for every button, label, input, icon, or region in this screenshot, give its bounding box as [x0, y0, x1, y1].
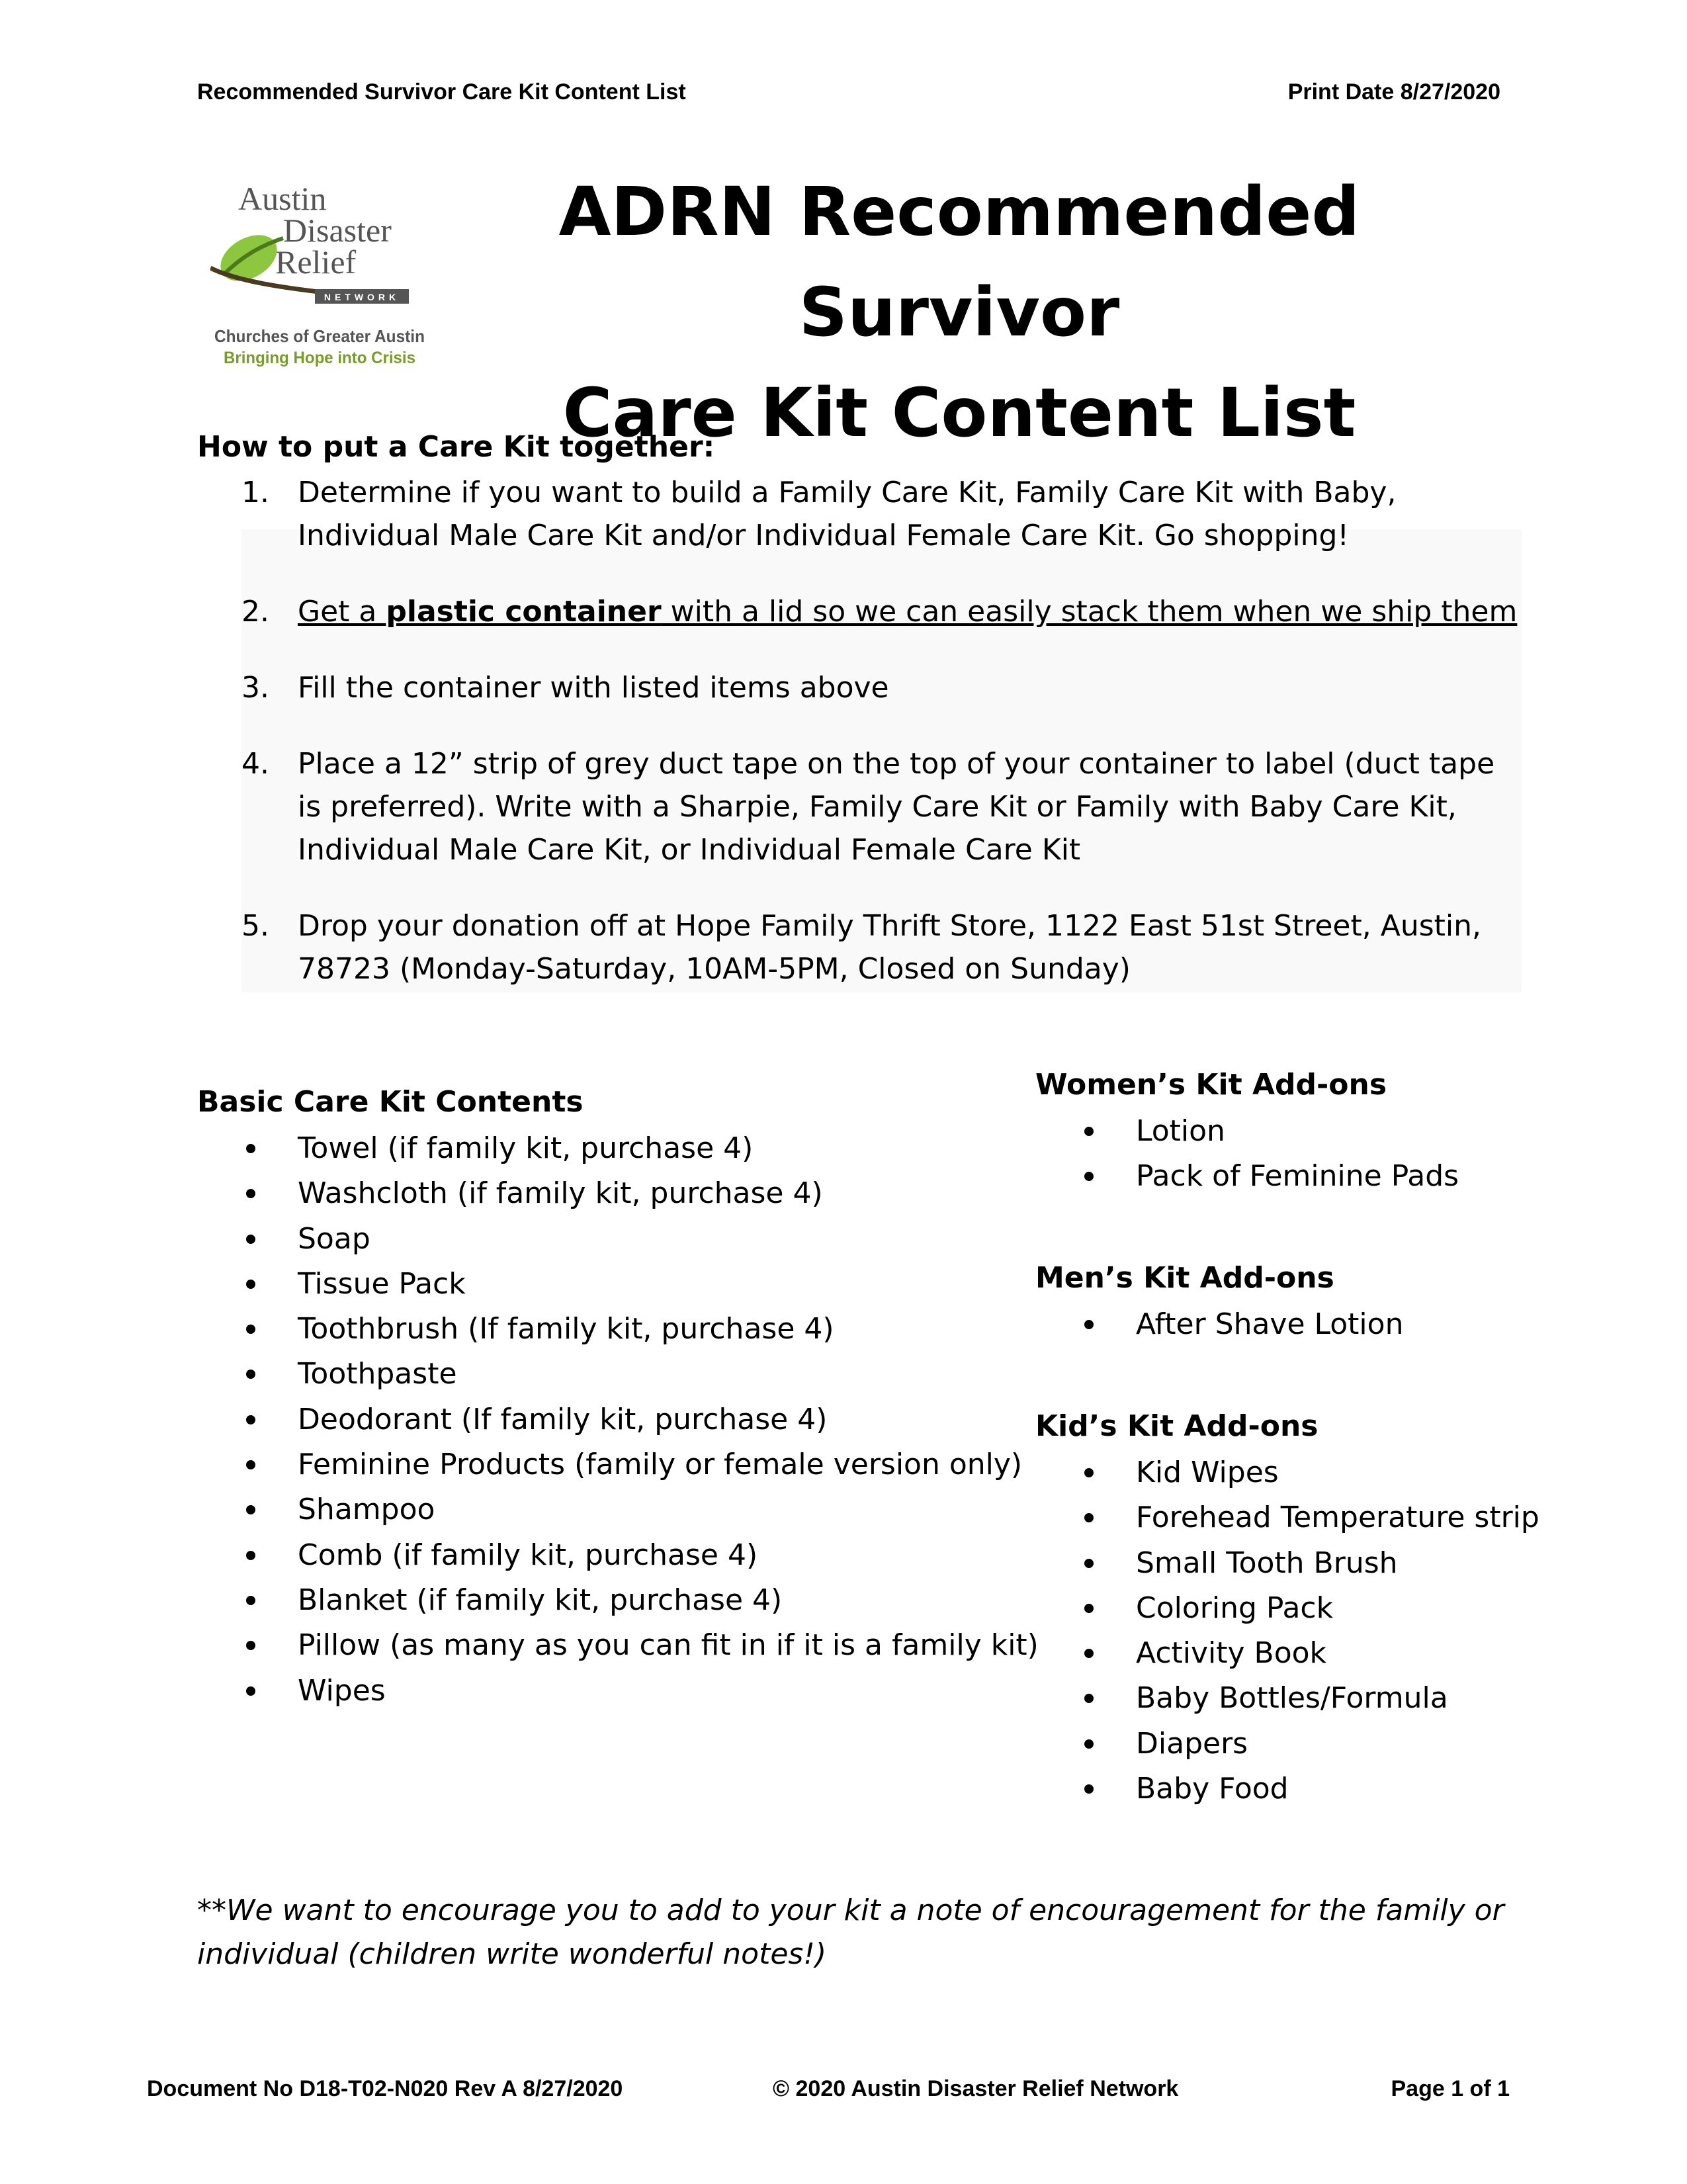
bullet-icon	[246, 1144, 255, 1153]
list-item	[1080, 1450, 1539, 1495]
page-title	[450, 162, 1469, 464]
bullet-icon	[1084, 1694, 1094, 1703]
list-item-text: Washcloth (if family kit, purchase 4)	[298, 1176, 823, 1211]
list-item	[1080, 1676, 1539, 1721]
list-item-text: Comb (if family kit, purchase 4)	[298, 1538, 758, 1572]
step-number: 1.	[241, 476, 269, 509]
header-print-date: Print Date 8/27/2020	[1287, 79, 1500, 105]
list-item-text: Shampoo	[298, 1493, 435, 1527]
list-item	[241, 1487, 1039, 1532]
step-text: Determine if you want to build a Family Care Kit, Family Care Kit with Baby, Individual Male Care Kit and/or Individual Female Care Kit. Go shopping!	[298, 476, 1397, 552]
list-item-text: Forehead Temperature strip	[1136, 1501, 1539, 1535]
footer-copyright: © 2020 Austin Disaster Relief Network	[773, 2076, 1179, 2101]
bullet-icon	[246, 1415, 255, 1424]
howto-step	[241, 590, 1522, 633]
list-item	[241, 1262, 1039, 1307]
bullet-icon	[1084, 1513, 1094, 1522]
bullet-icon	[246, 1641, 255, 1650]
list-item	[1080, 1722, 1539, 1767]
list-item	[1080, 1154, 1459, 1199]
list-item	[241, 1126, 1039, 1171]
list-item	[241, 1217, 1039, 1262]
list-item-text: Pillow (as many as you can fit in if it is a family kit)	[298, 1628, 1039, 1663]
bullet-icon	[246, 1235, 255, 1244]
step-text: Fill the container with listed items above	[298, 671, 889, 705]
bullet-icon	[1084, 1604, 1094, 1613]
list-item-text: Small Tooth Brush	[1136, 1546, 1398, 1580]
step-text: Drop your donation off at Hope Family Thrift Store, 1122 East 51st Street, Austin, 78723 (Monday-Saturday, 10AM-5PM, Closed on Sunday)	[298, 909, 1481, 986]
bullet-icon	[246, 1325, 255, 1334]
step-text-post: with a lid so we can easily stack them when we ship them	[661, 595, 1518, 629]
list-item-text: Baby Food	[1136, 1772, 1289, 1806]
list-item	[1080, 1109, 1459, 1154]
list-item	[241, 1397, 1039, 1442]
footer-page-number: Page 1 of 1	[1391, 2076, 1510, 2101]
list-item-text: After Shave Lotion	[1136, 1307, 1404, 1341]
bullet-icon	[1084, 1320, 1094, 1329]
logo-word-austin: Austin	[238, 180, 327, 217]
howto-steps	[241, 471, 1522, 1024]
list-item	[241, 1578, 1039, 1623]
list-item	[241, 1171, 1039, 1216]
step-number: 4.	[241, 747, 269, 781]
bullet-icon	[246, 1551, 255, 1560]
list-item	[1080, 1586, 1539, 1631]
list-item	[241, 1669, 1039, 1714]
logo-word-relief: Relief	[275, 243, 357, 281]
step-text: Place a 12” strip of grey duct tape on the top of your container to label (duct tape is preferred). Write with a Sharpie, Family Care Kit or Family with Baby Care Kit, Individual Male Care Kit, or Individual Female Care Kit	[298, 747, 1495, 867]
list-item	[1080, 1495, 1539, 1540]
logo-tagline-churches: Churches of Greater Austin	[214, 326, 425, 346]
kids-heading: Kid’s Kit Add-ons	[1035, 1409, 1319, 1443]
howto-step	[241, 742, 1522, 871]
list-item	[241, 1533, 1039, 1578]
page-title-line-2: Care Kit Content List	[562, 374, 1356, 453]
howto-step	[241, 471, 1522, 557]
list-item-text: Wipes	[298, 1673, 386, 1708]
list-item	[1080, 1541, 1539, 1586]
step-number: 5.	[241, 909, 269, 943]
header-doc-title: Recommended Survivor Care Kit Content List	[197, 79, 686, 105]
adrn-logo	[210, 175, 429, 374]
list-item-text: Soap	[298, 1221, 370, 1256]
howto-step	[241, 666, 1522, 709]
bullet-icon	[246, 1686, 255, 1696]
list-item	[241, 1352, 1039, 1397]
basic-list	[241, 1126, 1039, 1714]
list-item-text: Towel (if family kit, purchase 4)	[298, 1131, 754, 1165]
list-item	[1080, 1767, 1539, 1812]
mens-heading: Men’s Kit Add-ons	[1035, 1261, 1334, 1295]
list-item-text: Toothbrush (If family kit, purchase 4)	[298, 1312, 834, 1346]
bullet-icon	[1084, 1784, 1094, 1794]
list-item-text: Pack of Feminine Pads	[1136, 1159, 1459, 1194]
bullet-icon	[1084, 1127, 1094, 1136]
bullet-icon	[246, 1280, 255, 1289]
list-item-text: Activity Book	[1136, 1636, 1327, 1671]
list-item	[1080, 1631, 1539, 1676]
list-item-text: Blanket (if family kit, purchase 4)	[298, 1583, 783, 1617]
list-item	[241, 1442, 1039, 1487]
step-text-pre: Get a	[298, 595, 386, 629]
basic-heading: Basic Care Kit Contents	[197, 1085, 584, 1119]
bullet-icon	[1084, 1172, 1094, 1181]
bullet-icon	[246, 1596, 255, 1605]
logo-tagline-hope: Bringing Hope into Crisis	[224, 349, 415, 367]
list-item	[241, 1307, 1039, 1352]
bullet-icon	[246, 1189, 255, 1198]
logo-network-text: NETWORK	[324, 292, 400, 302]
howto-step	[241, 904, 1522, 990]
bullet-icon	[1084, 1559, 1094, 1568]
step-number: 3.	[241, 671, 269, 705]
howto-heading: How to put a Care Kit together:	[197, 430, 715, 464]
logo-word-disaster: Disaster	[283, 212, 392, 249]
list-item-text: Coloring Pack	[1136, 1591, 1334, 1625]
womens-list	[1080, 1109, 1459, 1200]
step-text-bold: plastic container	[386, 595, 662, 629]
list-item-text: Kid Wipes	[1136, 1456, 1279, 1489]
list-item-text: Feminine Products (family or female version only)	[298, 1448, 1023, 1482]
step-number: 2.	[241, 595, 269, 629]
list-item	[1080, 1302, 1403, 1347]
bullet-icon	[1084, 1649, 1094, 1658]
step-text	[298, 595, 1517, 629]
womens-heading: Women’s Kit Add-ons	[1035, 1068, 1387, 1102]
mens-list	[1080, 1302, 1403, 1347]
encouragement-note: **We want to encourage you to add to your kit a note of encouragement for the family or individual (children write wonderful notes!)	[197, 1894, 1504, 1971]
page-title-line-1: ADRN Recommended Survivor	[558, 173, 1360, 352]
list-item-text: Baby Bottles/Formula	[1136, 1681, 1448, 1716]
kids-list	[1080, 1450, 1539, 1812]
bullet-icon	[1084, 1468, 1094, 1477]
list-item-text: Tissue Pack	[298, 1266, 466, 1301]
bullet-icon	[246, 1460, 255, 1469]
footer-document-number: Document No D18-T02-N020 Rev A 8/27/2020	[147, 2076, 623, 2101]
bullet-icon	[246, 1370, 255, 1379]
bullet-icon	[246, 1505, 255, 1514]
list-item-text: Toothpaste	[298, 1357, 457, 1391]
list-item-text: Deodorant (If family kit, purchase 4)	[298, 1402, 828, 1436]
bullet-icon	[1084, 1739, 1094, 1749]
list-item-text: Lotion	[1136, 1114, 1225, 1148]
list-item-text: Diapers	[1136, 1726, 1248, 1761]
list-item	[241, 1623, 1039, 1668]
